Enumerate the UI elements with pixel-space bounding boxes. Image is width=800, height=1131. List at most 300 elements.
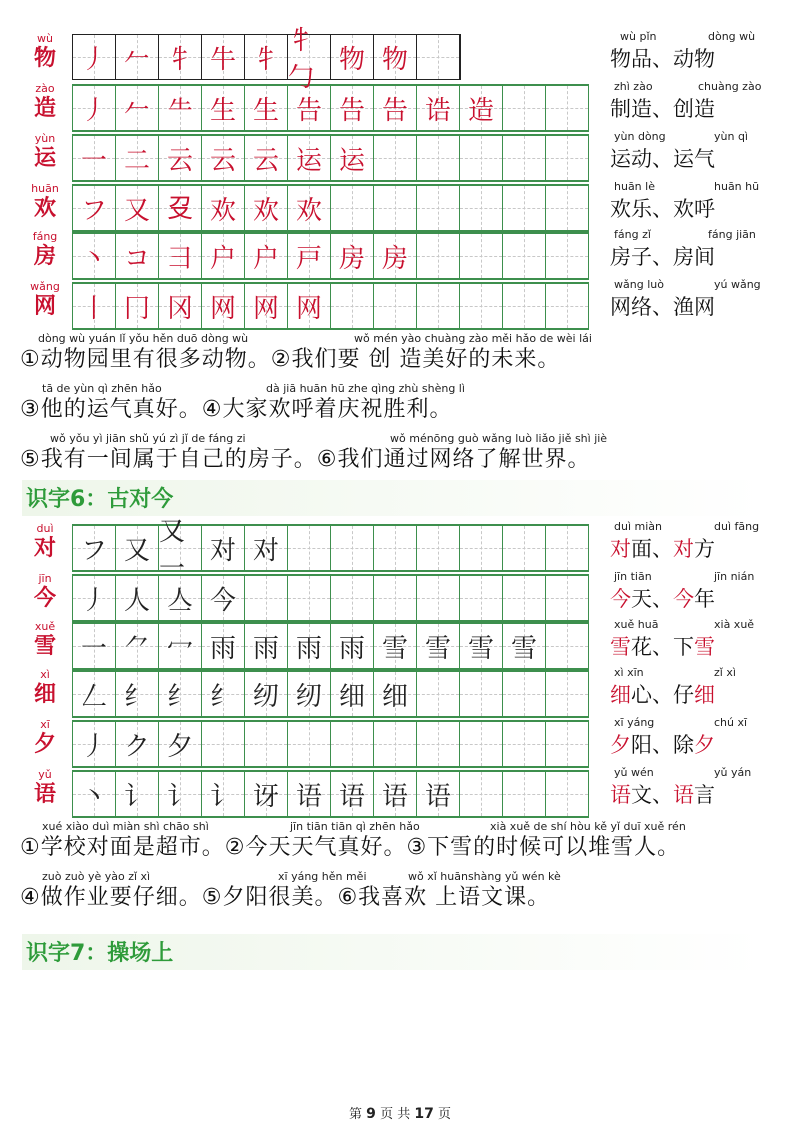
- word-part: 心、仔: [631, 683, 694, 707]
- character-pinyin: xī: [40, 718, 50, 731]
- grid-cell: [546, 284, 589, 328]
- stroke-step: 雨: [209, 633, 236, 664]
- character-pinyin: jīn: [38, 572, 52, 585]
- grid-cell: [374, 86, 417, 130]
- grid-cell: [159, 624, 202, 668]
- grid-cell: [116, 234, 159, 278]
- stroke-step: 雪: [510, 633, 537, 664]
- grid-cell: [73, 234, 116, 278]
- vocabulary-pinyin: [610, 520, 800, 534]
- vocabulary-words: [610, 618, 800, 666]
- grid-cell: [245, 772, 288, 816]
- grid-cell: [245, 624, 288, 668]
- grid-cell: [503, 526, 546, 570]
- stroke-step: 告: [381, 95, 408, 126]
- stroke-step: 丿: [80, 95, 107, 126]
- grid-cell: [460, 234, 503, 278]
- grid-cell: [503, 234, 546, 278]
- stroke-step: 冖: [166, 633, 193, 664]
- sentence-pinyin: jīn tiān tiān qì zhēn hǎo: [290, 820, 420, 833]
- character-row: [22, 666, 800, 714]
- grid-cell: [460, 186, 503, 230]
- grid-cell: [245, 86, 288, 130]
- grid-cell: [245, 526, 288, 570]
- word-part: 对: [673, 537, 694, 561]
- grid-cell: [417, 284, 460, 328]
- vocabulary-text: [610, 632, 715, 662]
- word-part: 年: [694, 587, 715, 611]
- stroke-step: 房: [338, 243, 365, 274]
- stroke-step: 牛: [209, 44, 236, 75]
- vocabulary-text: 欢乐、欢呼: [610, 197, 715, 221]
- character-label: [22, 618, 68, 666]
- vocabulary-pinyin: [610, 766, 800, 780]
- stroke-step: 语: [381, 781, 408, 812]
- sentence-pinyin: dòng wù yuán lǐ yǒu hěn duō dòng wù: [38, 332, 249, 345]
- grid-cell: [546, 576, 589, 620]
- grid-cell: [374, 576, 417, 620]
- word-pinyin: yǔ yán: [714, 766, 752, 779]
- grid-cell: [417, 234, 460, 278]
- grid-cell: [159, 186, 202, 230]
- grid-cell: [374, 624, 417, 668]
- word-part: 语: [610, 783, 631, 807]
- word-part: 方: [694, 537, 715, 561]
- grid-cell: [202, 136, 245, 180]
- grid-cell: [374, 672, 417, 716]
- character-label: [22, 228, 68, 276]
- character-label: [22, 30, 68, 78]
- grid-cell: [374, 772, 417, 816]
- vocabulary-text: [610, 584, 715, 614]
- stroke-step: 丿: [80, 44, 107, 75]
- vocabulary-pinyin: [610, 716, 800, 730]
- character-label: [22, 570, 68, 618]
- grid-cell: [331, 526, 374, 570]
- grid-cell: [331, 576, 374, 620]
- stroke-step: 雪: [381, 633, 408, 664]
- section-header: [22, 934, 762, 970]
- stroke-order-grid: [72, 184, 589, 232]
- stroke-step: コ: [123, 243, 150, 274]
- grid-cell: [73, 772, 116, 816]
- grid-cell: [116, 284, 159, 328]
- sentence-pinyin: wǒ yǒu yì jiān shǔ yú zì jǐ de fáng zi: [50, 432, 246, 445]
- grid-cell: [460, 772, 503, 816]
- vocabulary-text: 网络、渔网: [610, 295, 715, 319]
- grid-cell: [159, 136, 202, 180]
- vocabulary-words: [610, 520, 800, 568]
- character-label: [22, 520, 68, 568]
- grid-cell: [417, 186, 460, 230]
- section-title: 识字7：操场上: [26, 941, 174, 966]
- grid-cell: [503, 722, 546, 766]
- character-label: [22, 130, 68, 178]
- character-row: [22, 228, 800, 276]
- grid-cell: [374, 35, 417, 79]
- stroke-step: 人: [123, 585, 150, 616]
- word-part: 文、: [631, 783, 673, 807]
- stroke-step: 户: [252, 243, 279, 274]
- grid-cell: [546, 234, 589, 278]
- grid-cell: [417, 722, 460, 766]
- stroke-step: 告: [338, 95, 365, 126]
- grid-cell: [503, 284, 546, 328]
- stroke-step: 语: [424, 781, 451, 812]
- stroke-step: 今: [209, 585, 236, 616]
- vocabulary-text: 物品、动物: [610, 47, 715, 71]
- vocabulary-words: [610, 80, 800, 128]
- stroke-order-grid: [72, 134, 589, 182]
- grid-cell: [73, 722, 116, 766]
- character-glyph: 对: [33, 536, 56, 561]
- example-sentence: [20, 432, 790, 478]
- stroke-step: 牜: [252, 44, 279, 75]
- stroke-step: ⺈: [123, 633, 150, 664]
- grid-cell: [73, 284, 116, 328]
- grid-cell: [503, 772, 546, 816]
- word-part: 语: [673, 783, 694, 807]
- grid-cell: [417, 526, 460, 570]
- grid-cell: [288, 136, 331, 180]
- word-pinyin: dòng wù: [708, 30, 756, 43]
- grid-cell: [288, 234, 331, 278]
- footer-part: 页 共: [380, 1107, 411, 1122]
- grid-cell: [116, 136, 159, 180]
- grid-cell: [73, 672, 116, 716]
- example-sentence: [20, 382, 790, 428]
- stroke-step: 亼: [166, 585, 193, 616]
- stroke-step: 𠂉: [123, 44, 150, 75]
- grid-cell: [202, 35, 245, 79]
- grid-cell: [331, 624, 374, 668]
- grid-cell: [417, 576, 460, 620]
- grid-cell: [245, 722, 288, 766]
- grid-cell: [503, 136, 546, 180]
- character-pinyin: duì: [36, 522, 54, 535]
- vocabulary-words: [610, 716, 800, 764]
- grid-cell: [374, 722, 417, 766]
- grid-cell: [417, 672, 460, 716]
- stroke-step: 𠬛: [166, 193, 193, 224]
- grid-cell: [73, 186, 116, 230]
- grid-cell: [546, 186, 589, 230]
- stroke-step: 丶: [80, 243, 107, 274]
- grid-cell: [159, 772, 202, 816]
- grid-cell: [288, 284, 331, 328]
- grid-cell: [503, 672, 546, 716]
- stroke-step: 雨: [338, 633, 365, 664]
- word-pinyin: yùn dòng: [614, 130, 666, 143]
- grid-cell: [202, 772, 245, 816]
- character-pinyin: wǎng: [30, 280, 60, 293]
- vocabulary-words: [610, 666, 800, 714]
- stroke-step: 讠: [209, 781, 236, 812]
- stroke-step: 物: [381, 44, 408, 75]
- footer-part: 17: [414, 1106, 434, 1122]
- vocabulary-words: [610, 180, 800, 228]
- grid-cell: [116, 35, 159, 79]
- vocabulary-text: 房子、房间: [610, 245, 715, 269]
- word-pinyin: fáng zǐ: [614, 228, 651, 241]
- stroke-step: 纟: [209, 681, 236, 712]
- stroke-step: 雨: [295, 633, 322, 664]
- word-pinyin: xì xīn: [614, 666, 644, 679]
- stroke-step: 欢: [295, 195, 322, 226]
- grid-cell: [546, 86, 589, 130]
- vocabulary-text: [610, 680, 715, 710]
- grid-cell: [116, 576, 159, 620]
- stroke-step: 云: [252, 145, 279, 176]
- grid-cell: [202, 624, 245, 668]
- stroke-order-grid: [72, 517, 589, 584]
- stroke-step: 细: [381, 681, 408, 712]
- stroke-step: 二: [123, 145, 150, 176]
- grid-cell: [503, 576, 546, 620]
- word-part: 天、: [631, 587, 673, 611]
- stroke-step: 云: [166, 145, 193, 176]
- word-pinyin: wǎng luò: [614, 278, 664, 291]
- word-pinyin: yú wǎng: [714, 278, 761, 291]
- character-label: [22, 278, 68, 326]
- sentence-pinyin: zuò zuò yè yào zǐ xì: [42, 870, 151, 883]
- word-part: 夕: [694, 733, 715, 757]
- character-glyph: 运: [33, 146, 56, 171]
- stroke-step: 一: [80, 145, 107, 176]
- example-sentence: [20, 870, 790, 916]
- character-row: [22, 766, 800, 814]
- character-label: [22, 80, 68, 128]
- word-part: 夕: [610, 733, 631, 757]
- vocabulary-text: [610, 730, 715, 760]
- stroke-step: 纟: [166, 681, 193, 712]
- stroke-step: 牜: [166, 44, 193, 75]
- sentence-pinyin: dà jiā huān hū zhe qìng zhù shèng lì: [266, 382, 465, 395]
- stroke-step: 雨: [252, 633, 279, 664]
- stroke-step: 运: [295, 145, 322, 176]
- stroke-step: 纫: [295, 681, 322, 712]
- word-pinyin: yǔ wén: [614, 766, 654, 779]
- grid-cell: [288, 26, 331, 93]
- word-part: 细: [610, 683, 631, 707]
- sentence-text: ⑤我有一间属于自己的房子。⑥我们通过网络了解世界。: [20, 447, 591, 472]
- stroke-step: 冈: [166, 293, 193, 324]
- grid-cell: [374, 234, 417, 278]
- grid-cell: [288, 576, 331, 620]
- vocabulary-pinyin: [610, 278, 800, 292]
- character-label: [22, 666, 68, 714]
- character-pinyin: xì: [40, 668, 50, 681]
- sentence-pinyin: wǒ mén yào chuàng zào měi hǎo de wèi lái: [354, 332, 592, 345]
- grid-cell: [73, 136, 116, 180]
- grid-cell: [546, 526, 589, 570]
- word-part: 今: [610, 587, 631, 611]
- stroke-order-grid: [72, 670, 589, 718]
- grid-cell: [374, 186, 417, 230]
- word-pinyin: zhì zào: [614, 80, 653, 93]
- word-part: 雪: [694, 635, 715, 659]
- stroke-order-grid: [72, 574, 589, 622]
- grid-cell: [288, 186, 331, 230]
- stroke-order-grid: [72, 622, 589, 670]
- grid-cell: [331, 35, 374, 79]
- grid-cell: [288, 722, 331, 766]
- word-pinyin: jīn tiān: [614, 570, 652, 583]
- grid-cell: [460, 86, 503, 130]
- character-glyph: 今: [33, 586, 56, 611]
- vocabulary-pinyin: [610, 228, 800, 242]
- stroke-step: ク: [123, 731, 150, 762]
- vocabulary-words: [610, 228, 800, 276]
- character-label: [22, 716, 68, 764]
- grid-cell: [73, 35, 116, 79]
- stroke-step: 户: [209, 243, 236, 274]
- stroke-step: 告: [295, 95, 322, 126]
- stroke-step: 语: [338, 781, 365, 812]
- grid-cell: [417, 624, 460, 668]
- grid-cell: [288, 772, 331, 816]
- grid-cell: [546, 136, 589, 180]
- character-pinyin: huān: [31, 182, 59, 195]
- grid-cell: [460, 136, 503, 180]
- grid-cell: [331, 186, 374, 230]
- vocabulary-words: [610, 130, 800, 178]
- page-footer: [0, 1103, 800, 1122]
- character-row: [22, 618, 800, 666]
- grid-cell: [73, 624, 116, 668]
- grid-cell: [546, 672, 589, 716]
- stroke-step: 诰: [424, 95, 451, 126]
- stroke-step: 雪: [467, 633, 494, 664]
- stroke-order-grid: [72, 282, 589, 330]
- stroke-step: 牜勹: [288, 26, 315, 93]
- stroke-step: 语: [295, 781, 322, 812]
- grid-cell: [331, 234, 374, 278]
- grid-cell: [331, 136, 374, 180]
- word-pinyin: zǐ xì: [714, 666, 736, 679]
- character-label: [22, 180, 68, 228]
- grid-cell: [503, 186, 546, 230]
- character-pinyin: xuě: [34, 620, 56, 633]
- word-pinyin: duì miàn: [614, 520, 662, 533]
- vocabulary-text: [610, 534, 715, 564]
- word-pinyin: duì fāng: [714, 520, 760, 533]
- grid-cell: [331, 284, 374, 328]
- grid-cell: [116, 526, 159, 570]
- grid-cell: [417, 772, 460, 816]
- grid-cell: [73, 86, 116, 130]
- word-part: 花、下: [631, 635, 694, 659]
- grid-cell: [331, 722, 374, 766]
- grid-cell: [159, 672, 202, 716]
- stroke-order-grid: [72, 770, 589, 818]
- character-glyph: 造: [33, 96, 56, 121]
- grid-cell: [159, 86, 202, 130]
- vocabulary-pinyin: [610, 180, 800, 194]
- sentence-text: ④做作业要仔细。⑤夕阳很美。⑥我喜欢 上语文课。: [20, 885, 551, 910]
- stroke-step: 对: [209, 535, 236, 566]
- grid-cell: [331, 86, 374, 130]
- grid-cell: [159, 284, 202, 328]
- stroke-step: 丿: [80, 585, 107, 616]
- character-glyph: 物: [33, 46, 56, 71]
- stroke-step: ⺕: [166, 243, 193, 274]
- grid-cell: [116, 186, 159, 230]
- grid-cell: [245, 284, 288, 328]
- grid-cell: [245, 672, 288, 716]
- stroke-step: 又: [123, 195, 150, 226]
- stroke-step: 生: [252, 95, 279, 126]
- stroke-step: 讶: [252, 781, 279, 812]
- stroke-step: 物: [338, 44, 365, 75]
- vocabulary-pinyin: [610, 130, 800, 144]
- grid-cell: [417, 136, 460, 180]
- sentence-pinyin: xī yáng hěn měi: [278, 870, 367, 883]
- grid-cell: [202, 526, 245, 570]
- stroke-step: 对: [252, 535, 279, 566]
- grid-cell: [159, 234, 202, 278]
- grid-cell: [159, 517, 202, 584]
- grid-cell: [116, 86, 159, 130]
- character-glyph: 房: [33, 244, 56, 269]
- sentence-pinyin: xué xiào duì miàn shì chāo shì: [42, 820, 209, 833]
- character-glyph: 细: [33, 682, 56, 707]
- grid-cell: [460, 722, 503, 766]
- stroke-order-grid: [72, 720, 589, 768]
- stroke-step: 冂: [123, 293, 150, 324]
- grid-cell: [73, 576, 116, 620]
- vocabulary-text: 制造、创造: [610, 97, 715, 121]
- stroke-step: 夕: [166, 731, 193, 762]
- grid-cell: [503, 86, 546, 130]
- sentence-pinyin: wǒ xǐ huānshàng yǔ wén kè: [408, 870, 561, 883]
- stroke-step: フ: [80, 195, 107, 226]
- grid-cell: [245, 234, 288, 278]
- stroke-order-grid: [72, 26, 461, 93]
- stroke-step: 丶: [80, 781, 107, 812]
- stroke-step: 𠂉: [123, 95, 150, 126]
- vocabulary-words: [610, 766, 800, 814]
- grid-cell: [202, 672, 245, 716]
- example-sentence: [20, 332, 790, 378]
- stroke-step: ⺧: [166, 95, 193, 126]
- stroke-step: 又: [123, 535, 150, 566]
- word-pinyin: xià xuě: [714, 618, 755, 631]
- grid-cell: [374, 136, 417, 180]
- stroke-step: フ: [80, 535, 107, 566]
- stroke-step: 一: [80, 633, 107, 664]
- character-pinyin: fáng: [32, 230, 58, 243]
- stroke-step: 丨: [80, 293, 107, 324]
- vocabulary-text: 运动、运气: [610, 147, 715, 171]
- grid-cell: [460, 284, 503, 328]
- grid-cell: [202, 234, 245, 278]
- character-glyph: 网: [33, 294, 56, 319]
- character-row: [22, 570, 800, 618]
- grid-cell: [116, 722, 159, 766]
- vocabulary-words: [610, 30, 800, 78]
- character-row: [22, 80, 800, 128]
- grid-cell: [116, 624, 159, 668]
- character-glyph: 语: [33, 782, 56, 807]
- grid-cell: [460, 672, 503, 716]
- grid-cell: [245, 35, 288, 79]
- word-pinyin: xuě huā: [614, 618, 659, 631]
- word-part: 今: [673, 587, 694, 611]
- grid-cell: [288, 672, 331, 716]
- grid-cell: [288, 624, 331, 668]
- stroke-step: 讠: [166, 781, 193, 812]
